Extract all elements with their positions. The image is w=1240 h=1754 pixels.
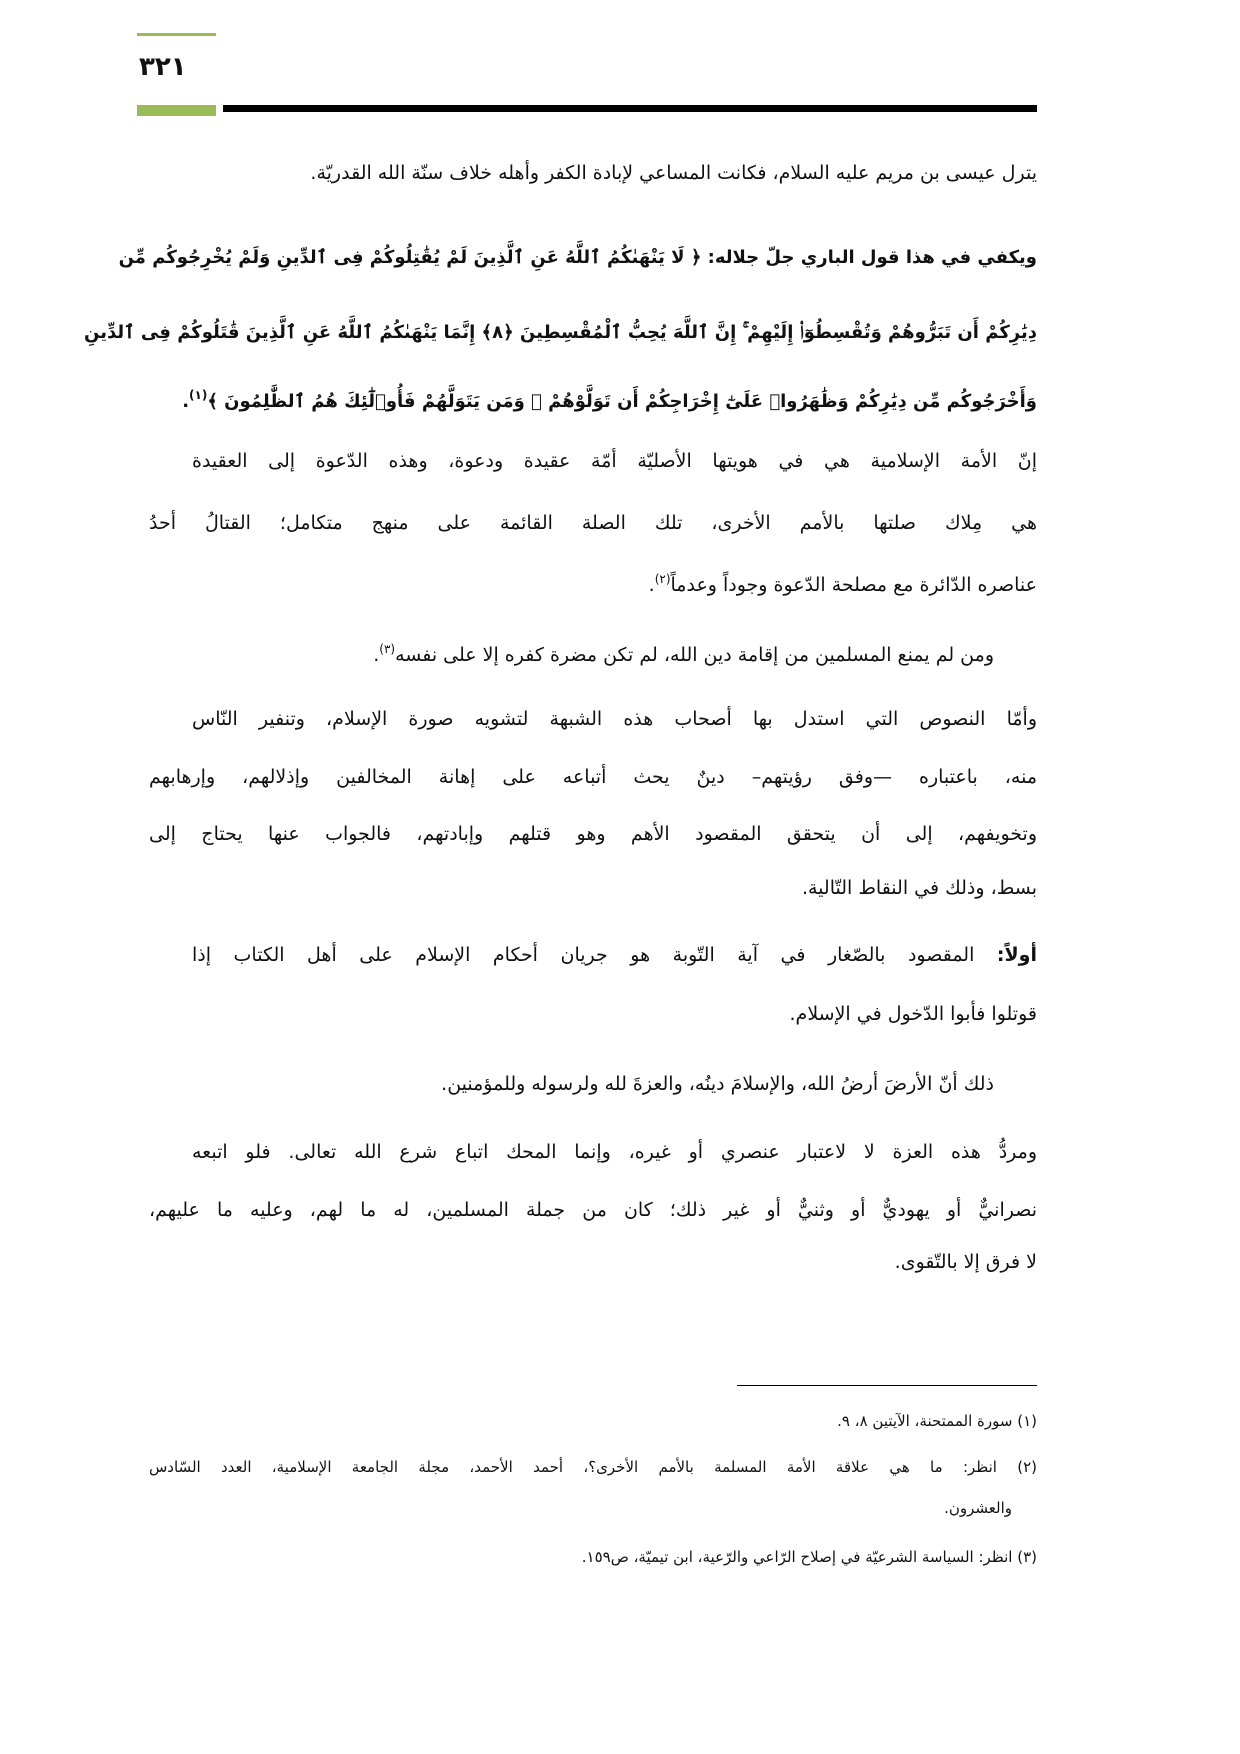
paragraph-line bbox=[149, 564, 1037, 600]
footnote-2-continuation: والعشرون. bbox=[944, 1499, 1012, 1517]
punctuation: . bbox=[373, 644, 380, 666]
punctuation: . bbox=[182, 391, 190, 412]
page-number: ٣٢١ bbox=[139, 52, 187, 82]
paragraph-line: نصرانيٌّ أو يهوديٌّ أو وثنيٌّ أو غير ذلك؛ كان من جملة المسلمين، له ما لهم، وعليه ما عليهم، bbox=[149, 1199, 1037, 1221]
paragraph-line: إنّ الأمة الإسلامية هي في هويتها الأصليّة أمّة عقيدة ودعوة، وهذه الدّعوة إلى العقيدة bbox=[192, 450, 1037, 472]
header-accent-line bbox=[137, 33, 216, 36]
line-text: المقصود بالصّغار في آية التّوبة هو جريان أحكام الإسلام على أهل الكتاب إذا bbox=[192, 944, 975, 966]
paragraph-line: وأمّا النصوص التي استدل بها أصحاب هذه الشبهة لتشويه صورة الإسلام، وتنفير النّاس bbox=[192, 708, 1037, 730]
footnote-separator bbox=[737, 1385, 1037, 1386]
paragraph-line: ذلك أنّ الأرضَ أرضُ الله، والإسلامَ دينُه، والعزةَ لله ولرسوله وللمؤمنين. bbox=[441, 1073, 994, 1095]
paragraph-line: لا فرق إلا بالتّقوى. bbox=[894, 1251, 1037, 1273]
paragraph-line: وتخويفهم، إلى أن يتحقق المقصود الأهم وهو قتلهم وإبادتهم، فالجواب عنها يحتاج إلى bbox=[149, 823, 1037, 845]
header-rule bbox=[223, 105, 1037, 112]
point-label: أولاً: bbox=[996, 944, 1037, 966]
footnote-1: (١) سورة الممتحنة، الآيتين ٨، ٩. bbox=[837, 1412, 1037, 1430]
paragraph-line: هي مِلاك صلتها بالأمم الأخرى، تلك الصلة القائمة على منهج متكامل؛ القتالُ أحدُ bbox=[149, 512, 1037, 534]
paragraph-line bbox=[106, 634, 994, 670]
footnote-ref-1[interactable]: (١) bbox=[189, 388, 208, 402]
punctuation: . bbox=[648, 574, 655, 596]
quran-text: وَأَخْرَجُوكُم مِّن دِيَٰرِكُمْ وَظَٰهَرُوا۟ عَلَىٰٓ إِخْرَاجِكُمْ أَن تَوَلَّوْهُمْ ۚ وَمَن يَتَوَلَّهُمْ فَأُو۟لَٰٓئِكَ هُمُ ٱلظَّٰلِمُونَ ﴾ bbox=[207, 391, 1037, 412]
paragraph-line: بسط، وذلك في النقاط التّالية. bbox=[801, 877, 1037, 899]
footnote-3: (٣) انظر: السياسة الشرعيّة في إصلاح الرّاعي والرّعية، ابن تيميّة، ص١٥٩. bbox=[581, 1548, 1037, 1566]
line-text: عناصره الدّائرة مع مصلحة الدّعوة وجوداً وعدماً bbox=[670, 574, 1037, 596]
footnote-ref-3[interactable]: (٣) bbox=[379, 642, 396, 656]
line-text: ومن لم يمنع المسلمين من إقامة دين الله، لم تكن مضرة كفره إلا على نفسه bbox=[395, 644, 994, 666]
header-accent-block bbox=[137, 105, 216, 116]
footnote-ref-2[interactable]: (٢) bbox=[654, 572, 671, 586]
paragraph-line bbox=[192, 940, 1037, 970]
paragraph-line: منه، باعتباره —وفق رؤيتهم– دينٌ يحث أتباعه على إهانة المخالفين وإذلالهم، وإرهابهم bbox=[149, 766, 1037, 788]
quran-line bbox=[149, 380, 1037, 417]
paragraph-line: يترل عيسى بن مريم عليه السلام، فكانت المساعي لإبادة الكفر وأهله خلاف سنّة الله القدريّة. bbox=[310, 162, 1037, 184]
paragraph-line: قوتلوا فأبوا الدّخول في الإسلام. bbox=[789, 1003, 1037, 1025]
footnote-2: (٢) انظر: ما هي علاقة الأمة المسلمة بالأمم الأخرى؟، أحمد الأحمد، مجلة الجامعة الإسلامية، العدد السّادس bbox=[149, 1458, 1037, 1476]
quran-line: ويكفي في هذا قول الباري جلّ جلاله: ﴿ لَا يَنْهَىٰكُمُ ٱللَّهُ عَنِ ٱلَّذِينَ لَمْ يُقَٰتِلُوكُمْ فِى ٱلدِّينِ وَلَمْ يُخْرِجُوكُم مِّن bbox=[118, 247, 1037, 268]
paragraph-line: ومردُّ هذه العزة لا لاعتبار عنصري أو غيره، وإنما المحك اتباع شرع الله تعالى. فلو اتبعه bbox=[192, 1141, 1037, 1163]
quran-line: دِيَٰرِكُمْ أَن تَبَرُّوهُمْ وَتُقْسِطُوٓا۟ إِلَيْهِمْ ۚ إِنَّ ٱللَّهَ يُحِبُّ ٱلْمُقْسِطِينَ ﴿٨﴾ إِنَّمَا يَنْهَىٰكُمُ ٱللَّهُ عَنِ ٱلَّذِينَ قَٰتَلُوكُمْ فِى ٱلدِّينِ bbox=[84, 322, 1037, 343]
